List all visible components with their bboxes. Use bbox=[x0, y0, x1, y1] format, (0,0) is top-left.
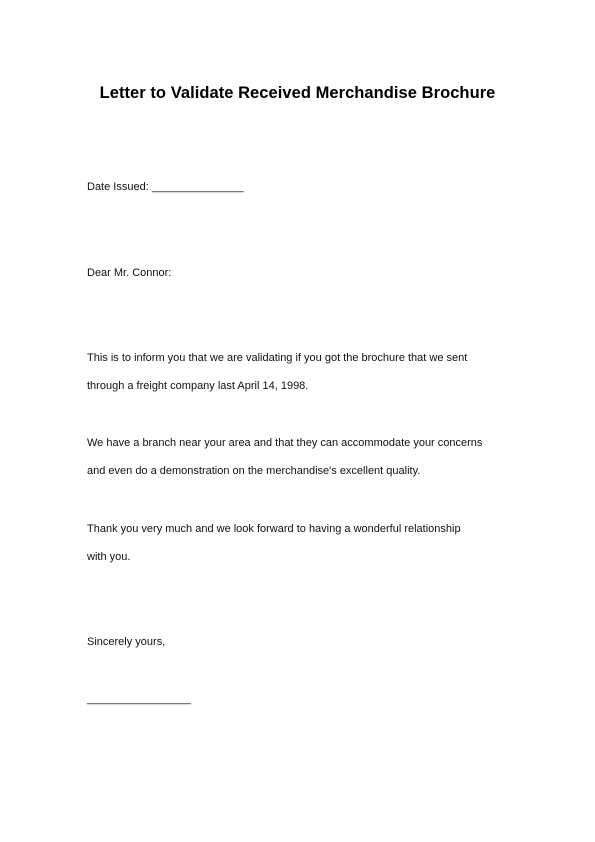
salutation: Dear Mr. Connor: bbox=[87, 267, 172, 279]
closing: Sincerely yours, bbox=[87, 636, 166, 648]
signature-line: _________________ bbox=[87, 693, 192, 705]
paragraph-2-line-2: and even do a demonstration on the merchandise's excellent quality. bbox=[87, 465, 421, 477]
paragraph-1-line-1: This is to inform you that we are validating if you got the brochure that we sent bbox=[87, 352, 468, 364]
paragraph-3-line-1: Thank you very much and we look forward to having a wonderful relationship bbox=[87, 523, 461, 535]
paragraph-1-line-2: through a freight company last April 14, 1998. bbox=[87, 380, 309, 392]
date-issued-line: Date Issued: _______________ bbox=[87, 181, 244, 193]
paragraph-3-line-2: with you. bbox=[87, 551, 131, 563]
letter-title: Letter to Validate Received Merchandise Brochure bbox=[99, 84, 496, 102]
paragraph-2-line-1: We have a branch near your area and that they can accommodate your concerns bbox=[87, 437, 483, 449]
